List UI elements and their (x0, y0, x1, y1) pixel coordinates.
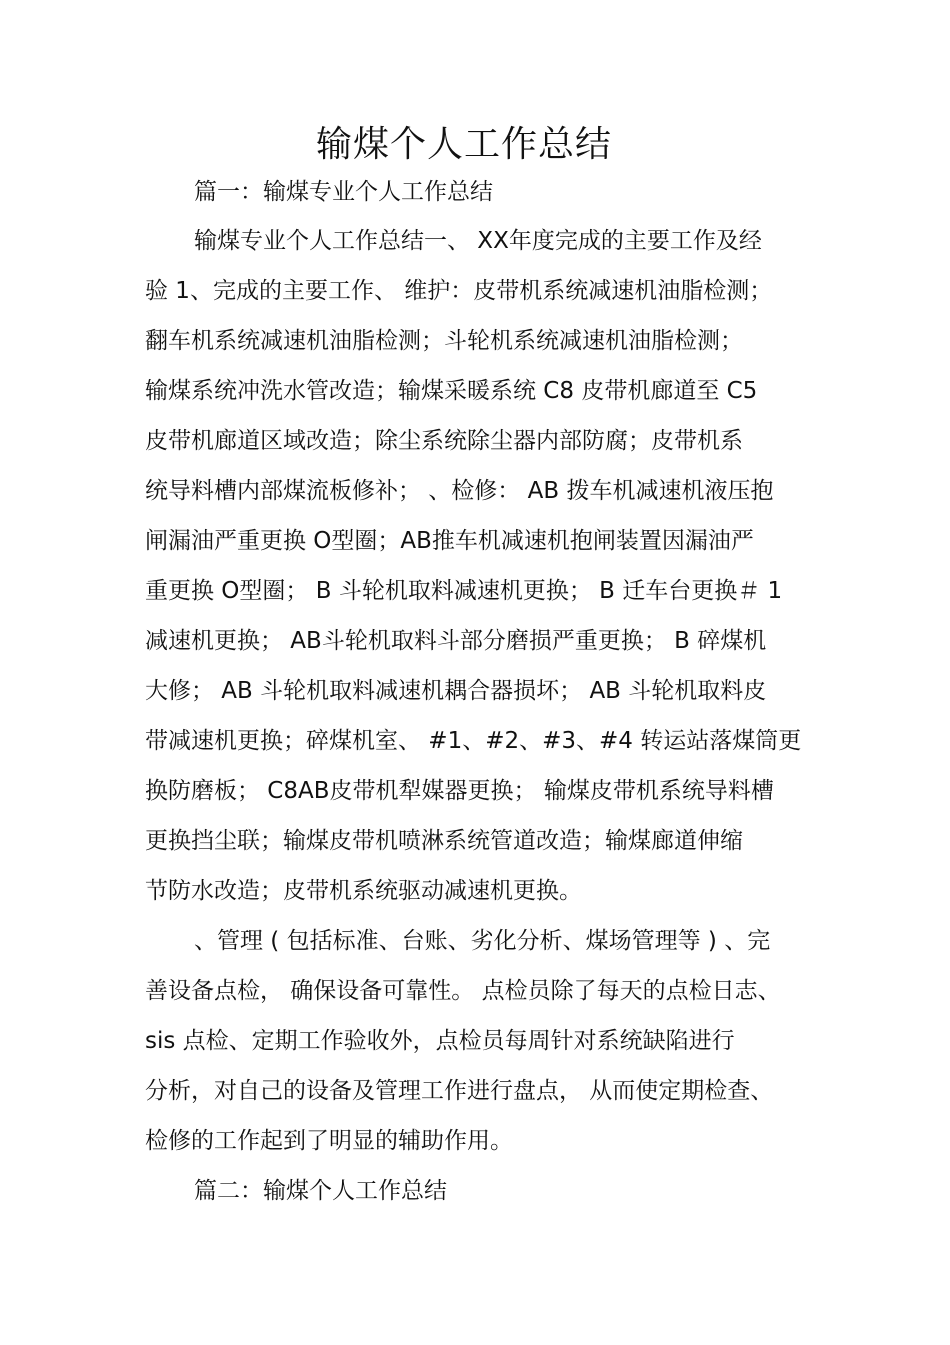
section-heading-2: 篇二：输煤个人工作总结 (194, 1178, 447, 1204)
paragraph-line: 验 1、完成的主要工作、 维护：皮带机系统减速机油脂检测； (145, 278, 773, 304)
paragraph-line: 闸漏油严重更换 O型圈；AB推车机减速机抱闸装置因漏油严 (145, 528, 754, 554)
section-heading-1: 篇一：输煤专业个人工作总结 (194, 179, 493, 205)
paragraph-line: 输煤专业个人工作总结一、 XX年度完成的主要工作及经 (194, 228, 762, 254)
paragraph-line: 带减速机更换；碎煤机室、 #1、#2、#3、#4 转运站落煤筒更 (145, 728, 802, 754)
paragraph-line: sis 点检、定期工作验收外，点检员每周针对系统缺陷进行 (145, 1028, 735, 1054)
paragraph-line: 检修的工作起到了明显的辅助作用。 (145, 1128, 513, 1154)
paragraph-line: 减速机更换； AB斗轮机取料斗部分磨损严重更换； B 碎煤机 (145, 628, 767, 654)
paragraph-line: 更换挡尘联；输煤皮带机喷淋系统管道改造；输煤廊道伸缩 (145, 828, 743, 854)
paragraph-line: 统导料槽内部煤流板修补； 、检修： AB 拨车机减速机液压抱 (145, 478, 774, 504)
paragraph-line: 大修； AB 斗轮机取料减速机耦合器损坏； AB 斗轮机取料皮 (145, 678, 767, 704)
paragraph-line: 分析，对自己的设备及管理工作进行盘点， 从而使定期检查、 (145, 1078, 774, 1104)
paragraph-line: 输煤系统冲洗水管改造；输煤采暖系统 C8 皮带机廊道至 C5 (145, 378, 758, 404)
paragraph-line: 节防水改造；皮带机系统驱动减速机更换。 (145, 878, 582, 904)
paragraph-line: 善设备点检， 确保设备可靠性。 点检员除了每天的点检日志、 (145, 978, 781, 1004)
paragraph-line: 重更换 O型圈； B 斗轮机取料减速机更换； B 迁车台更换＃ 1 (145, 578, 783, 604)
paragraph-line: 皮带机廊道区域改造；除尘系统除尘器内部防腐；皮带机系 (145, 428, 743, 454)
paragraph-line: 、管理 ( 包括标准、台账、劣化分析、煤场管理等 ) 、完 (194, 928, 771, 954)
document-title: 输煤个人工作总结 (315, 124, 612, 165)
paragraph-line: 换防磨板； C8AB皮带机犁媒器更换； 输煤皮带机系统导料槽 (145, 778, 774, 804)
paragraph-line: 翻车机系统减速机油脂检测；斗轮机系统减速机油脂检测； (145, 328, 743, 354)
